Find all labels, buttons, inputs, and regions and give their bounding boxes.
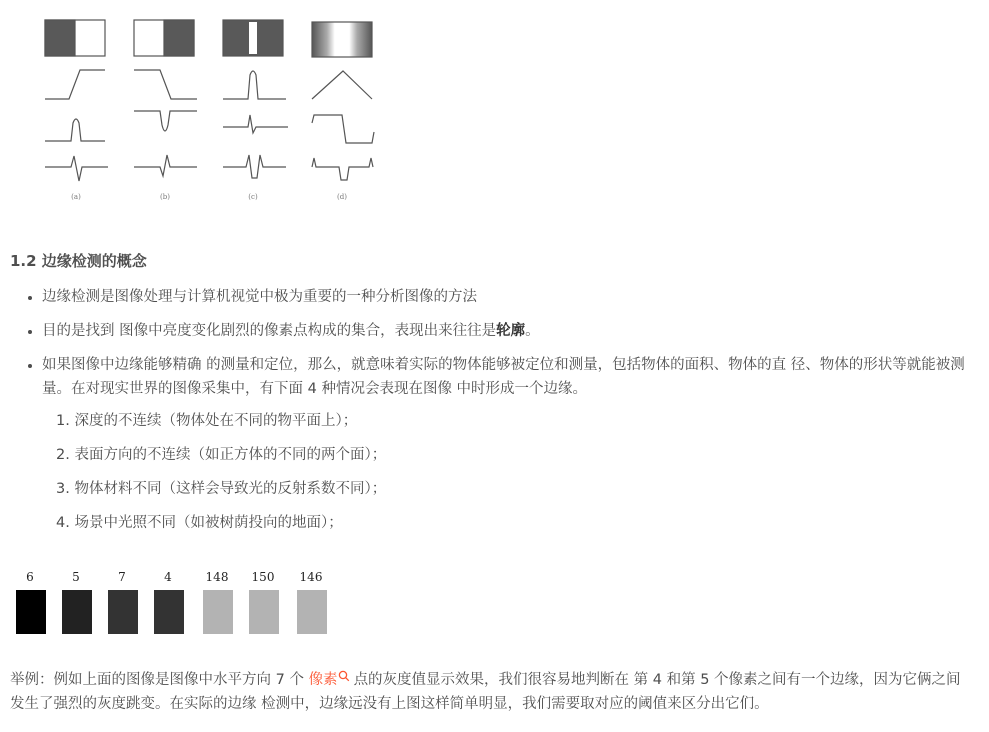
pixel-swatch bbox=[154, 590, 184, 634]
search-icon bbox=[338, 670, 350, 682]
pixel-swatch bbox=[62, 590, 92, 634]
pixel-swatch bbox=[16, 590, 46, 634]
example-paragraph bbox=[10, 668, 975, 716]
svg-text:(d): (d) bbox=[337, 193, 347, 201]
case-item: 4. 场景中光照不同（如被树荫投向的地面）； bbox=[56, 515, 343, 531]
pixel-value: 7 bbox=[118, 570, 126, 584]
list-item bbox=[42, 353, 989, 535]
keyword-link-pixel[interactable] bbox=[309, 672, 354, 688]
keyword-text: 像素 bbox=[308, 672, 338, 688]
pixel-swatch bbox=[108, 590, 138, 634]
example-text: 举例：例如上面的图像是图像中水平方向 7 个 bbox=[10, 672, 309, 688]
pixel-swatch bbox=[297, 590, 327, 634]
pixel-intensity-figure bbox=[14, 570, 344, 640]
concept-list bbox=[22, 285, 989, 545]
bullet-text-end: 。 bbox=[525, 323, 540, 339]
pixel-value: 150 bbox=[251, 570, 275, 584]
svg-text:(b): (b) bbox=[160, 193, 170, 201]
pixel-value: 146 bbox=[299, 570, 323, 584]
bullet-text: 边缘检测是图像处理与计算机视觉中极为重要的一种分析图像的方法 bbox=[42, 289, 477, 305]
section-heading: 1.2 边缘检测的概念 bbox=[10, 252, 147, 270]
pixel-value: 5 bbox=[72, 570, 80, 584]
pixel-value: 148 bbox=[205, 570, 229, 584]
pixel-value: 6 bbox=[26, 570, 34, 584]
case-item: 3. 物体材料不同（这样会导致光的反射系数不同）； bbox=[56, 481, 387, 497]
bullet-text: 如果图像中边缘能够精确 的测量和定位，那么，就意味着实际的物体能够被定位和测量，包括物体的面积、物体的直 径、物体的形状等就能被测量。在对现实世界的图像采集中，有下面 4 种情况会表现在图像 中时形成一个边缘。 bbox=[42, 357, 965, 397]
pixel-swatch bbox=[249, 590, 279, 634]
example-text: 点的灰度值显示效果，我们很容易地判断在 第 4 和第 5 个像素之间有一个边缘，因为它俩之间发生了强烈的灰度跳变。在实际的边缘 检测中，边缘远没有上图这样简单明显，我们需要取对应的阈值来区分出它们。 bbox=[10, 672, 961, 712]
pixel-swatch bbox=[203, 590, 233, 634]
bullet-text: 目的是找到 图像中亮度变化剧烈的像素点构成的集合，表现出来往往是 bbox=[42, 323, 497, 339]
svg-text:(a): (a) bbox=[71, 193, 81, 201]
pixel-value: 4 bbox=[164, 570, 172, 584]
list-item bbox=[42, 319, 989, 343]
svg-text:(c): (c) bbox=[248, 193, 258, 201]
edge-profile-figure bbox=[42, 15, 382, 210]
bold-keyword: 轮廓 bbox=[496, 323, 526, 339]
case-item: 2. 表面方向的不连续（如正方体的不同的两个面）； bbox=[56, 447, 387, 463]
edge-cases-list bbox=[42, 409, 989, 535]
list-item bbox=[42, 285, 989, 309]
case-item: 1. 深度的不连续（物体处在不同的物平面上）； bbox=[56, 413, 358, 429]
